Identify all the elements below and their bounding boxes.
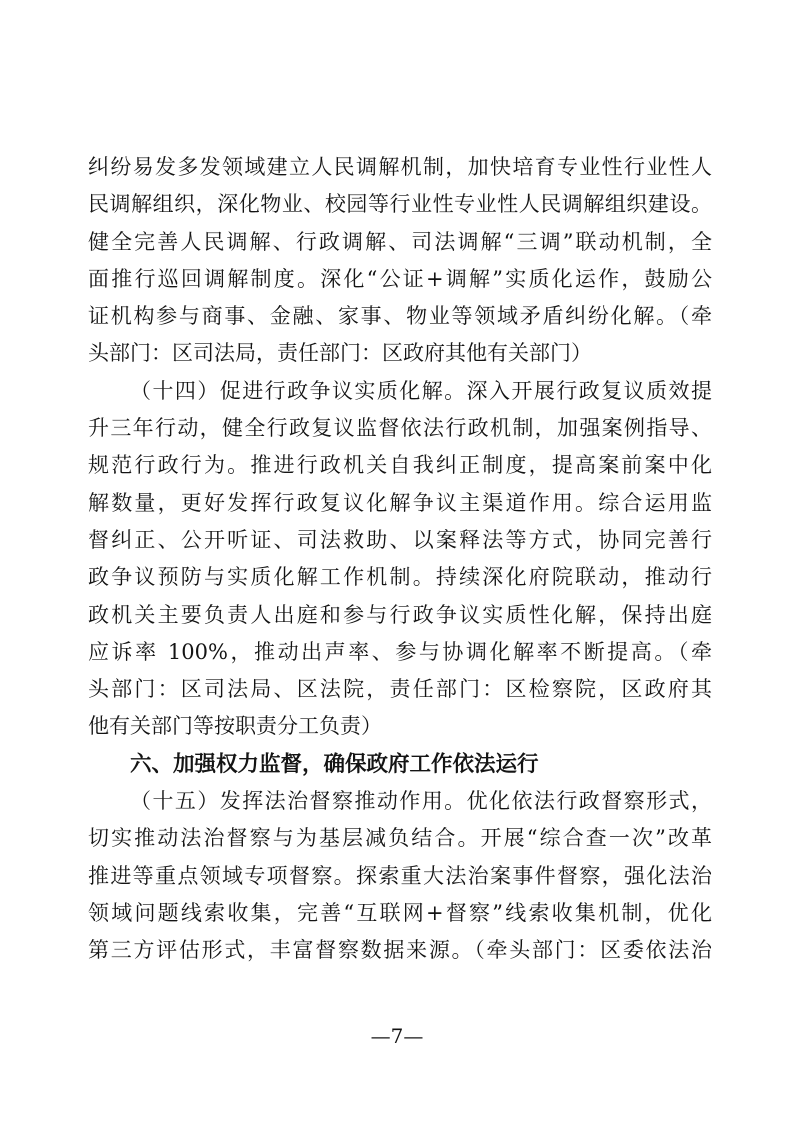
text-line: 切实推动法治督察与为基层减负结合。开展“综合查一次”改革 — [88, 826, 712, 851]
text-line: 政争议预防与实质化解工作机制。持续深化府院联动，推动行 — [88, 565, 712, 590]
text-line: 健全完善人民调解、行政调解、司法调解“三调”联动机制，全 — [88, 229, 712, 254]
text-line: 证机构参与商事、金融、家事、物业等领域矛盾纠纷化解。（牵 — [88, 304, 712, 329]
text-line: 民调解组织，深化物业、校园等行业性专业性人民调解组织建设。 — [88, 192, 712, 217]
text-line: 头部门：区司法局，责任部门：区政府其他有关部门） — [88, 341, 592, 366]
text-line: 督纠正、公开听证、司法救助、以案释法等方式，协同完善行 — [88, 527, 712, 552]
text-line: 解数量，更好发挥行政复议化解争议主渠道作用。综合运用监 — [88, 490, 712, 515]
text-line: 头部门：区司法局、区法院，责任部门：区检察院，区政府其 — [88, 677, 712, 702]
text-line: 面推行巡回调解制度。深化“公证+调解”实质化运作，鼓励公 — [88, 266, 712, 291]
section-heading: 六、加强权力监督，确保政府工作依法运行 — [130, 751, 539, 777]
text-line: （十五）发挥法治督察推动作用。优化依法行政督察形式， — [130, 789, 712, 814]
text-line: 推进等重点领域专项督察。探索重大法治案事件督察，强化法治 — [88, 863, 712, 888]
text-line: 第三方评估形式，丰富督察数据来源。（牵头部门：区委依法治 — [88, 938, 712, 963]
text-line: 升三年行动，健全行政复议监督依法行政机制，加强案例指导、 — [88, 416, 712, 441]
text-line: （十四）促进行政争议实质化解。深入开展行政复议质效提 — [130, 378, 712, 403]
page-number: —7— — [370, 1024, 424, 1048]
text-line: 应诉率 100%，推动出声率、参与协调化解率不断提高。（牵 — [88, 639, 712, 664]
text-line: 规范行政行为。推进行政机关自我纠正制度，提高案前案中化 — [88, 453, 712, 478]
text-line: 他有关部门等按职责分工负责） — [88, 714, 382, 739]
text-line: 纠纷易发多发领域建立人民调解机制，加快培育专业性行业性人 — [88, 155, 712, 179]
text-line: 政机关主要负责人出庭和参与行政争议实质性化解，保持出庭 — [88, 602, 712, 627]
document-body — [88, 149, 712, 970]
text-line: 领域问题线索收集，完善“互联网+督察”线索收集机制，优化 — [88, 900, 712, 925]
